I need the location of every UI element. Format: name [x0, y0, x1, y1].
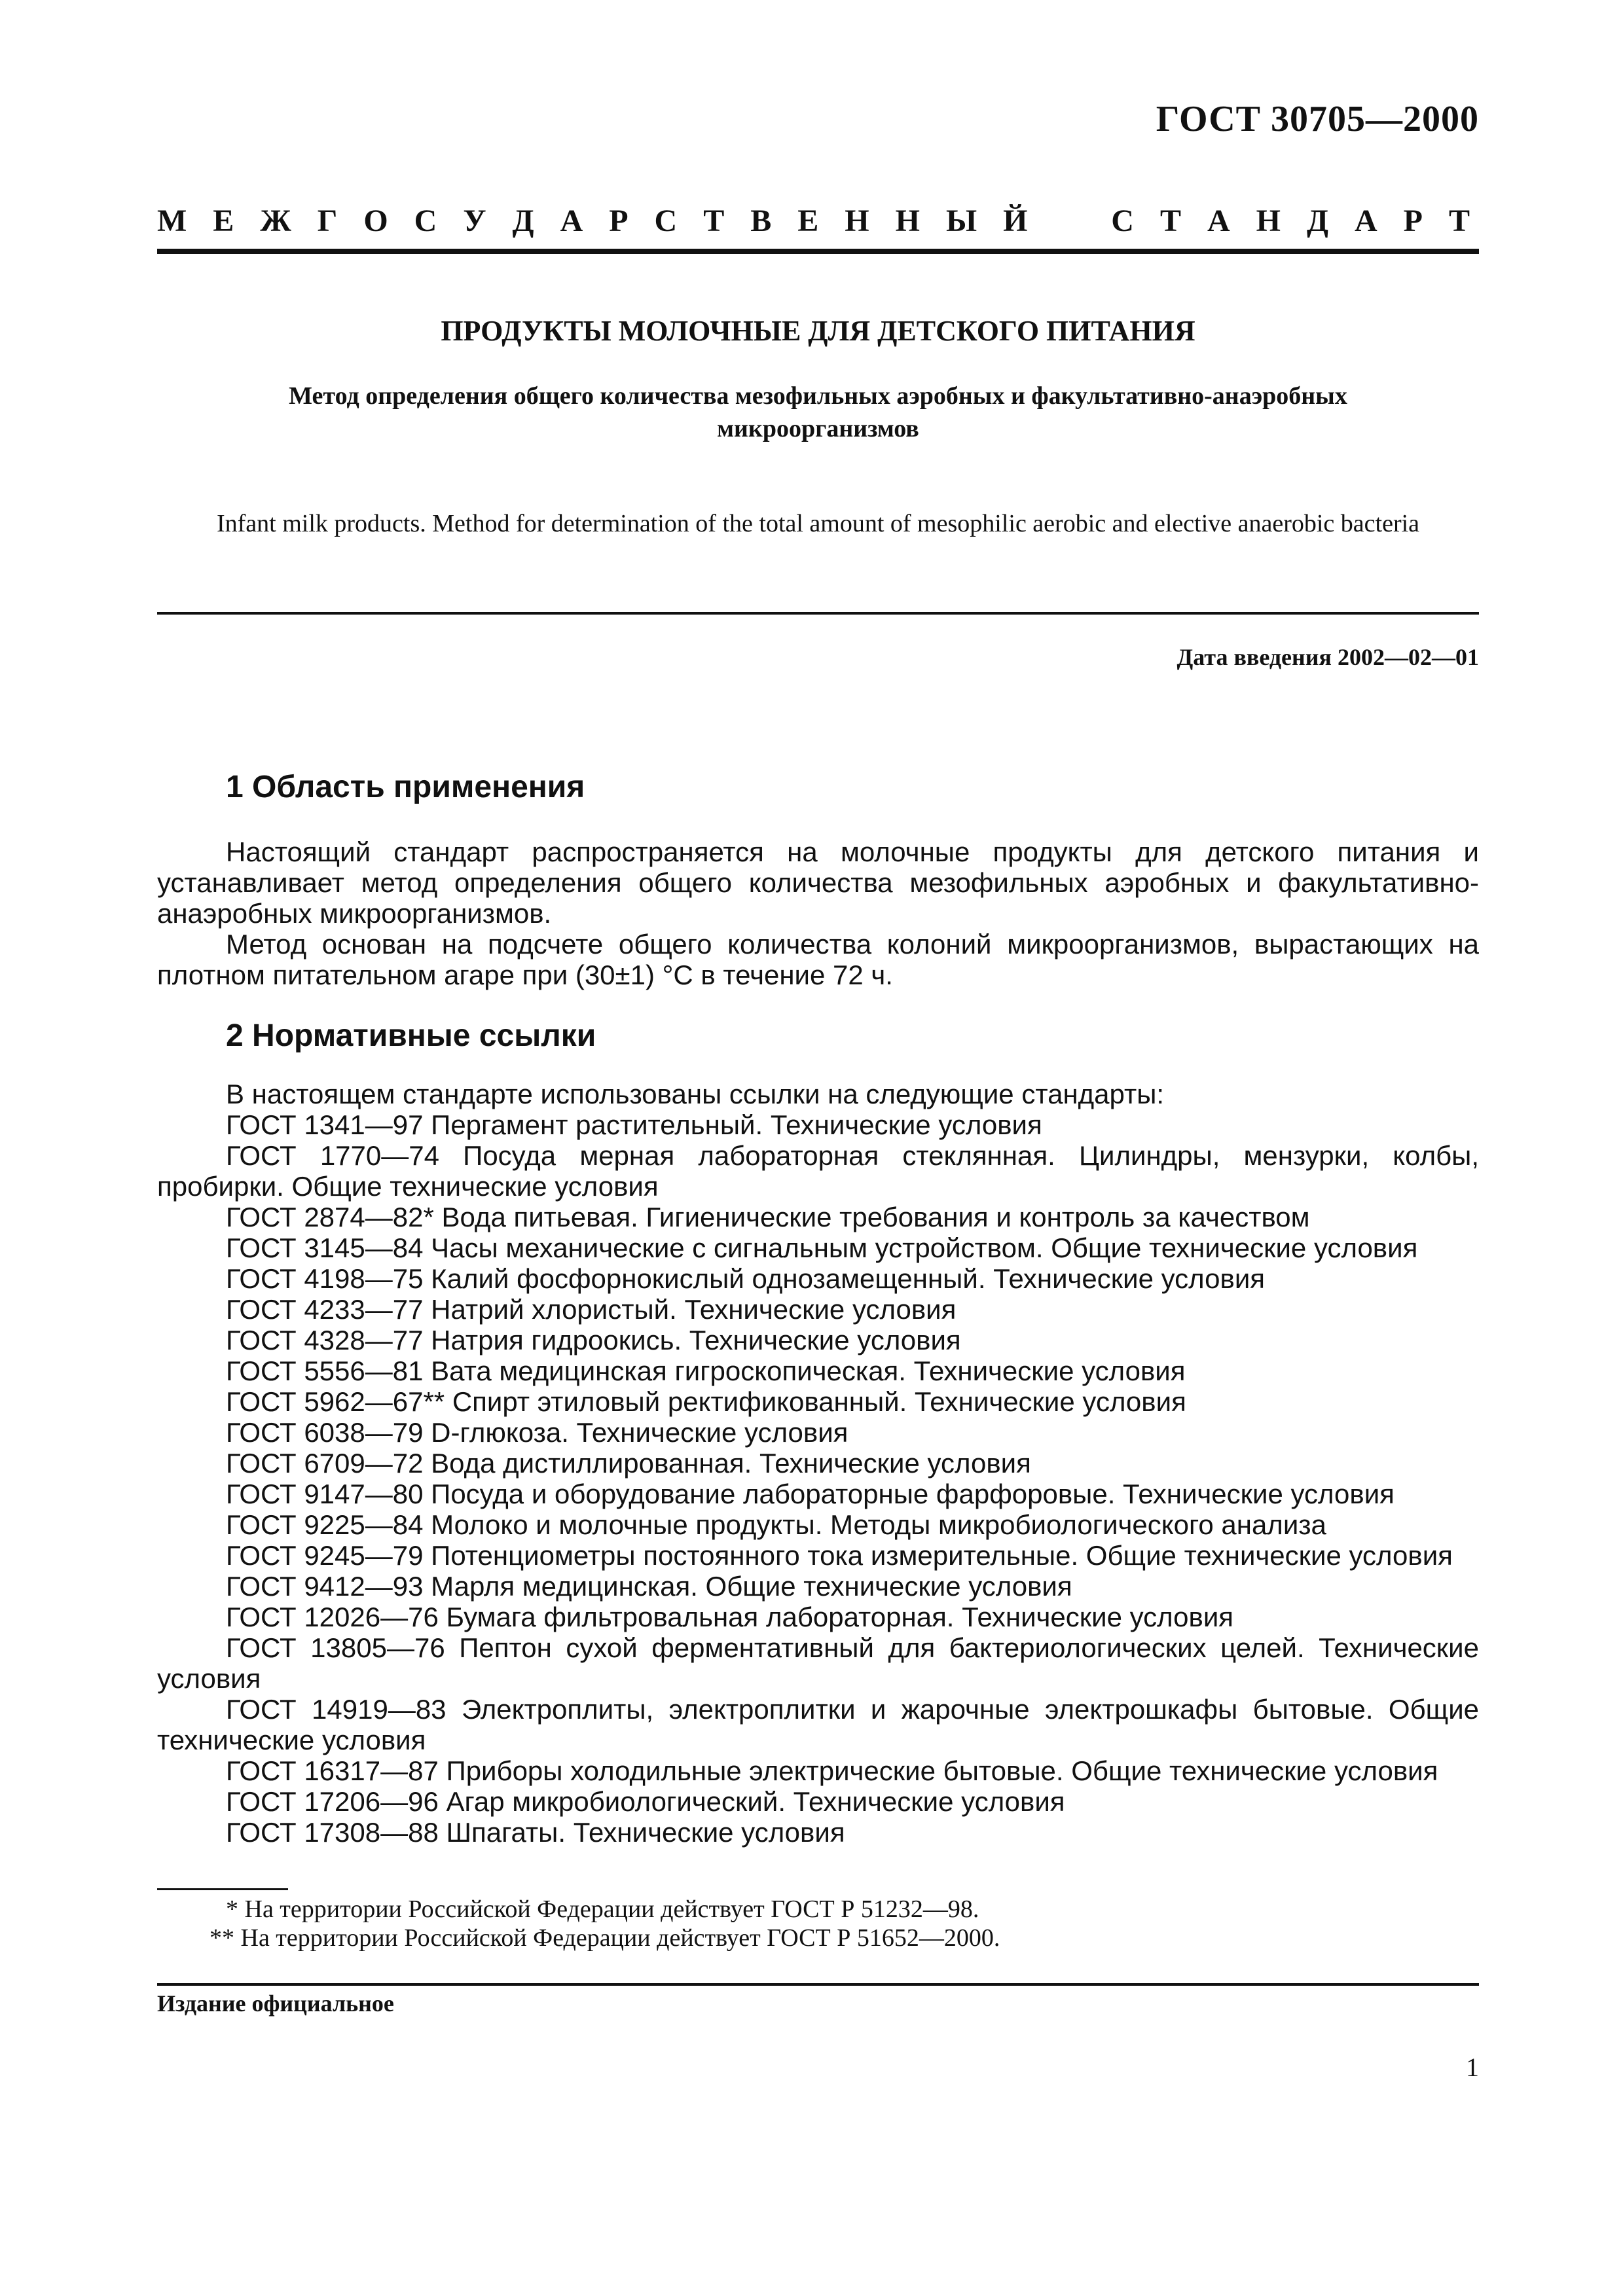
reference-title: Пергамент растительный. Технические условия [431, 1109, 1042, 1140]
footnote-1: * На территории Российской Федерации действует ГОСТ Р 51232—98. [226, 1895, 979, 1923]
reference-item [157, 1232, 1479, 1263]
reference-code: ГОСТ 17308—88 [226, 1817, 439, 1848]
reference-code: ГОСТ 5556—81 [226, 1355, 424, 1386]
reference-code: ГОСТ 9147—80 [226, 1479, 424, 1509]
banner-rule [157, 249, 1479, 254]
section-1-paragraph-1: Настоящий стандарт распространяется на молочные продукты для детского питания и устанавливает метод определения общего количества мезофильных аэробных и факультативно-анаэробных микроорганизмов. [157, 836, 1479, 929]
banner-right: С Т А Н Д А Р Т [1111, 204, 1479, 238]
reference-code: ГОСТ 6709—72 [226, 1448, 424, 1479]
reference-title: Марля медицинская. Общие технические условия [431, 1571, 1072, 1602]
reference-title: Пептон сухой ферментативный для бактериологических целей. Технические условия [157, 1632, 1479, 1694]
reference-title: Шпагаты. Технические условия [446, 1817, 845, 1848]
reference-title: Потенциометры постоянного тока измерительные. Общие технические условия [431, 1540, 1453, 1571]
reference-code: ГОСТ 4233—77 [226, 1294, 424, 1325]
reference-code: ГОСТ 3145—84 [226, 1232, 424, 1263]
reference-list [157, 1079, 1479, 1848]
reference-code: ГОСТ 5962—67** [226, 1386, 445, 1417]
reference-title: Вода питьевая. Гигиенические требования и контроль за качеством [441, 1202, 1310, 1232]
reference-item [157, 1632, 1479, 1694]
reference-title: D-глюкоза. Технические условия [431, 1417, 848, 1448]
reference-title: Натрий хлористый. Технические условия [431, 1294, 957, 1325]
reference-title: Вода дистиллированная. Технические условия [431, 1448, 1031, 1479]
footnotes [157, 1895, 1479, 1952]
reference-code: ГОСТ 13805—76 [226, 1632, 445, 1663]
reference-item [157, 1263, 1479, 1294]
reference-item [157, 1602, 1479, 1632]
reference-title: Посуда мерная лабораторная стеклянная. Цилиндры, мензурки, колбы, пробирки. Общие технические условия [157, 1140, 1479, 1202]
reference-code: ГОСТ 6038—79 [226, 1417, 424, 1448]
reference-item [157, 1755, 1479, 1786]
english-title: Infant milk products. Method for determination of the total amount of mesophilic aerobic and elective anaerobic bacteria [216, 510, 1420, 537]
reference-item [157, 1817, 1479, 1848]
document-title: ПРОДУКТЫ МОЛОЧНЫЕ ДЛЯ ДЕТСКОГО ПИТАНИЯ [441, 315, 1195, 347]
document-subtitle: Метод определения общего количества мезофильных аэробных и факультативно-анаэробных микроорганизмов [289, 382, 1347, 442]
footnote-rule [157, 1888, 288, 1890]
reference-title: Агар микробиологический. Технические условия [446, 1786, 1065, 1817]
reference-item [157, 1417, 1479, 1448]
reference-item [157, 1386, 1479, 1417]
reference-title: Калий фосфорнокислый однозамещенный. Технические условия [431, 1263, 1266, 1294]
standard-banner [157, 203, 1479, 239]
reference-item [157, 1140, 1479, 1202]
reference-items [157, 1109, 1479, 1848]
section-1-paragraph-2: Метод основан на подсчете общего количества колоний микроорганизмов, вырастающих на плотном питательном агаре при (30±1) °С в течение 72 ч. [157, 929, 1479, 990]
reference-code: ГОСТ 2874—82* [226, 1202, 434, 1232]
reference-item [157, 1294, 1479, 1325]
reference-title: Электроплиты, электроплитки и жарочные электрошкафы бытовые. Общие технические условия [157, 1694, 1480, 1755]
reference-title: Часы механические с сигнальным устройством. Общие технические условия [431, 1232, 1418, 1263]
footnote-2: ** На территории Российской Федерации действует ГОСТ Р 51652—2000. [210, 1924, 1000, 1952]
reference-title: Вата медицинская гигроскопическая. Технические условия [431, 1355, 1186, 1386]
title-rule [157, 612, 1479, 615]
reference-item [157, 1479, 1479, 1509]
footer-rule [157, 1983, 1479, 1986]
page-number: 1 [1466, 2053, 1479, 2082]
edition-label: Издание официальное [157, 1990, 394, 2017]
reference-code: ГОСТ 9225—84 [226, 1509, 424, 1540]
reference-code: ГОСТ 16317—87 [226, 1755, 439, 1786]
reference-item [157, 1448, 1479, 1479]
reference-title: Посуда и оборудование лабораторные фарфоровые. Технические условия [431, 1479, 1395, 1509]
reference-title: Бумага фильтровальная лабораторная. Технические условия [446, 1602, 1234, 1632]
reference-item [157, 1355, 1479, 1386]
banner-left: М Е Ж Г О С У Д А Р С Т В Е Н Н Ы Й [157, 204, 1037, 238]
reference-item [157, 1540, 1479, 1571]
reference-item [157, 1325, 1479, 1355]
reference-item [157, 1109, 1479, 1140]
standard-code: ГОСТ 30705—2000 [1156, 99, 1479, 139]
reference-code: ГОСТ 4328—77 [226, 1325, 424, 1355]
section-2-heading: 2 Нормативные ссылки [226, 1018, 596, 1053]
reference-code: ГОСТ 1341—97 [226, 1109, 424, 1140]
reference-code: ГОСТ 1770—74 [226, 1140, 439, 1171]
section-1-heading: 1 Область применения [226, 770, 585, 804]
reference-item [157, 1694, 1479, 1755]
reference-code: ГОСТ 14919—83 [226, 1694, 447, 1725]
reference-item [157, 1571, 1479, 1602]
reference-item [157, 1202, 1479, 1232]
reference-code: ГОСТ 9412—93 [226, 1571, 424, 1602]
reference-code: ГОСТ 9245—79 [226, 1540, 424, 1571]
reference-title: Натрия гидроокись. Технические условия [431, 1325, 961, 1355]
reference-item [157, 1786, 1479, 1817]
introduction-date: Дата введения 2002—02—01 [1176, 644, 1479, 670]
reference-title: Молоко и молочные продукты. Методы микробиологического анализа [431, 1509, 1326, 1540]
reference-code: ГОСТ 17206—96 [226, 1786, 439, 1817]
reference-intro: В настоящем стандарте использованы ссылки на следующие стандарты: [226, 1079, 1165, 1109]
reference-code: ГОСТ 12026—76 [226, 1602, 439, 1632]
reference-title: Приборы холодильные электрические бытовые. Общие технические условия [446, 1755, 1438, 1786]
reference-code: ГОСТ 4198—75 [226, 1263, 424, 1294]
reference-item [157, 1509, 1479, 1540]
section-1-body [157, 836, 1479, 990]
reference-title: Спирт этиловый ректификованный. Технические условия [452, 1386, 1186, 1417]
